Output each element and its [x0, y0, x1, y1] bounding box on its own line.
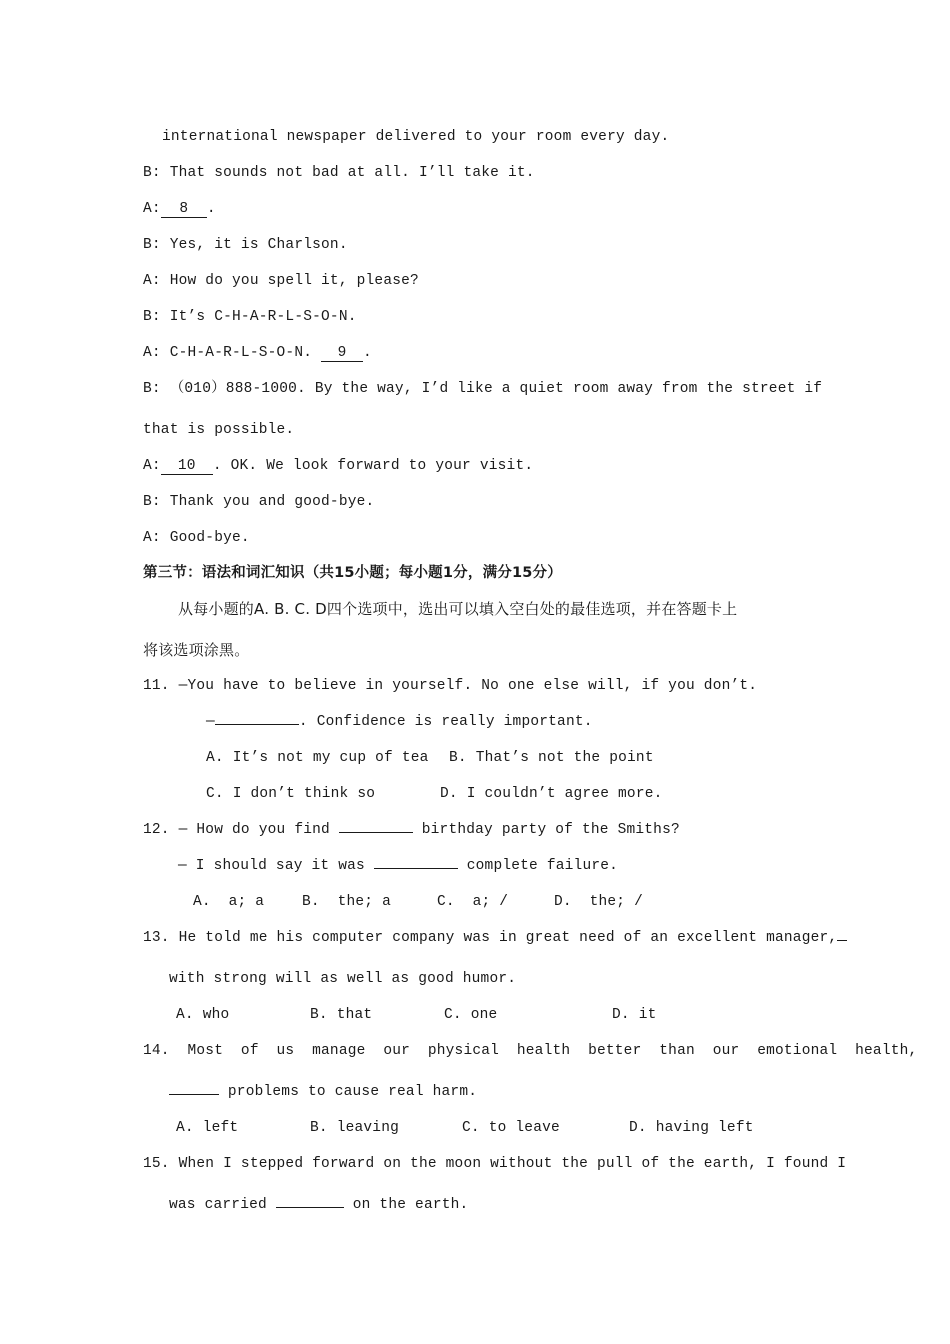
question-14-continuation: problems to cause real harm. — [169, 1083, 477, 1101]
question-11-reply: — . Confidence is really important. — [206, 714, 593, 730]
answer-blank[interactable] — [215, 724, 299, 725]
section-instructions: 从每小题的A. B. C. D四个选项中，选出可以填入空白处的最佳选项，并在答题卡上 — [178, 600, 738, 618]
answer-blank-8[interactable]: 8 — [161, 201, 207, 218]
section-heading: 第三节：语法和词汇知识（共15小题；每小题1分，满分15分） — [143, 565, 562, 581]
option-d[interactable]: D. having left — [629, 1120, 754, 1136]
answer-blank[interactable] — [374, 868, 458, 869]
dialogue-line: B: （010）888-1000. By the way, I’d like a quiet room away from the street if — [143, 381, 823, 397]
dialogue-line: A: 8 . — [143, 201, 216, 217]
question-13-stem: 13. He told me his computer company was in great need of an excellent manager, — [143, 929, 847, 947]
question-12-stem: 12. — How do you find birthday party of the Smiths? — [143, 822, 680, 838]
option-d[interactable]: D. I couldn’t agree more. — [440, 786, 663, 802]
dialogue-continuation: international newspaper delivered to your room every day. — [162, 129, 670, 145]
option-c[interactable]: C. a; / — [437, 894, 509, 910]
answer-blank-10[interactable]: 10 — [161, 458, 213, 475]
option-d[interactable]: D. the; / — [554, 894, 644, 910]
answer-blank[interactable] — [339, 832, 413, 833]
dialogue-line: B: Yes, it is Charlson. — [143, 237, 348, 253]
dialogue-line: that is possible. — [143, 422, 295, 438]
question-15-continuation: was carried on the earth. — [169, 1197, 469, 1213]
dialogue-line: B: That sounds not bad at all. I’ll take it. — [143, 165, 535, 181]
question-15-stem: 15. When I stepped forward on the moon without the pull of the earth, I found I — [143, 1156, 847, 1172]
option-a[interactable]: A. who — [176, 1007, 230, 1023]
option-b[interactable]: B. That’s not the point — [449, 750, 654, 766]
dialogue-line: A: C-H-A-R-L-S-O-N. 9 . — [143, 345, 372, 361]
dialogue-line: A: 10 . OK. We look forward to your visit. — [143, 458, 534, 474]
option-a[interactable]: A. a; a — [193, 894, 265, 910]
answer-blank[interactable] — [837, 940, 847, 941]
option-c[interactable]: C. one — [444, 1007, 498, 1023]
answer-blank-9[interactable]: 9 — [321, 345, 363, 362]
option-c[interactable]: C. to leave — [462, 1120, 560, 1136]
dialogue-line: A: Good-bye. — [143, 530, 250, 546]
answer-blank[interactable] — [169, 1094, 219, 1095]
question-14-stem: 14. Most of us manage our physical health better than our emotional health, — [143, 1043, 918, 1059]
question-11-stem: 11. —You have to believe in yourself. No one else will, if you don’t. — [143, 678, 758, 694]
option-a[interactable]: A. left — [176, 1120, 239, 1136]
question-12-reply: — I should say it was complete failure. — [178, 858, 619, 874]
option-b[interactable]: B. that — [310, 1007, 373, 1023]
question-13-continuation: with strong will as well as good humor. — [169, 971, 517, 987]
option-b[interactable]: B. leaving — [310, 1120, 400, 1136]
option-b[interactable]: B. the; a — [302, 894, 392, 910]
section-instructions: 将该选项涂黑。 — [143, 641, 250, 659]
dialogue-line: A: How do you spell it, please? — [143, 273, 419, 289]
option-d[interactable]: D. it — [612, 1007, 657, 1023]
option-a[interactable]: A. It’s not my cup of tea — [206, 750, 429, 766]
dialogue-line: B: It’s C-H-A-R-L-S-O-N. — [143, 309, 357, 325]
option-c[interactable]: C. I don’t think so — [206, 786, 376, 802]
dialogue-line: B: Thank you and good-bye. — [143, 494, 375, 510]
answer-blank[interactable] — [276, 1207, 344, 1208]
